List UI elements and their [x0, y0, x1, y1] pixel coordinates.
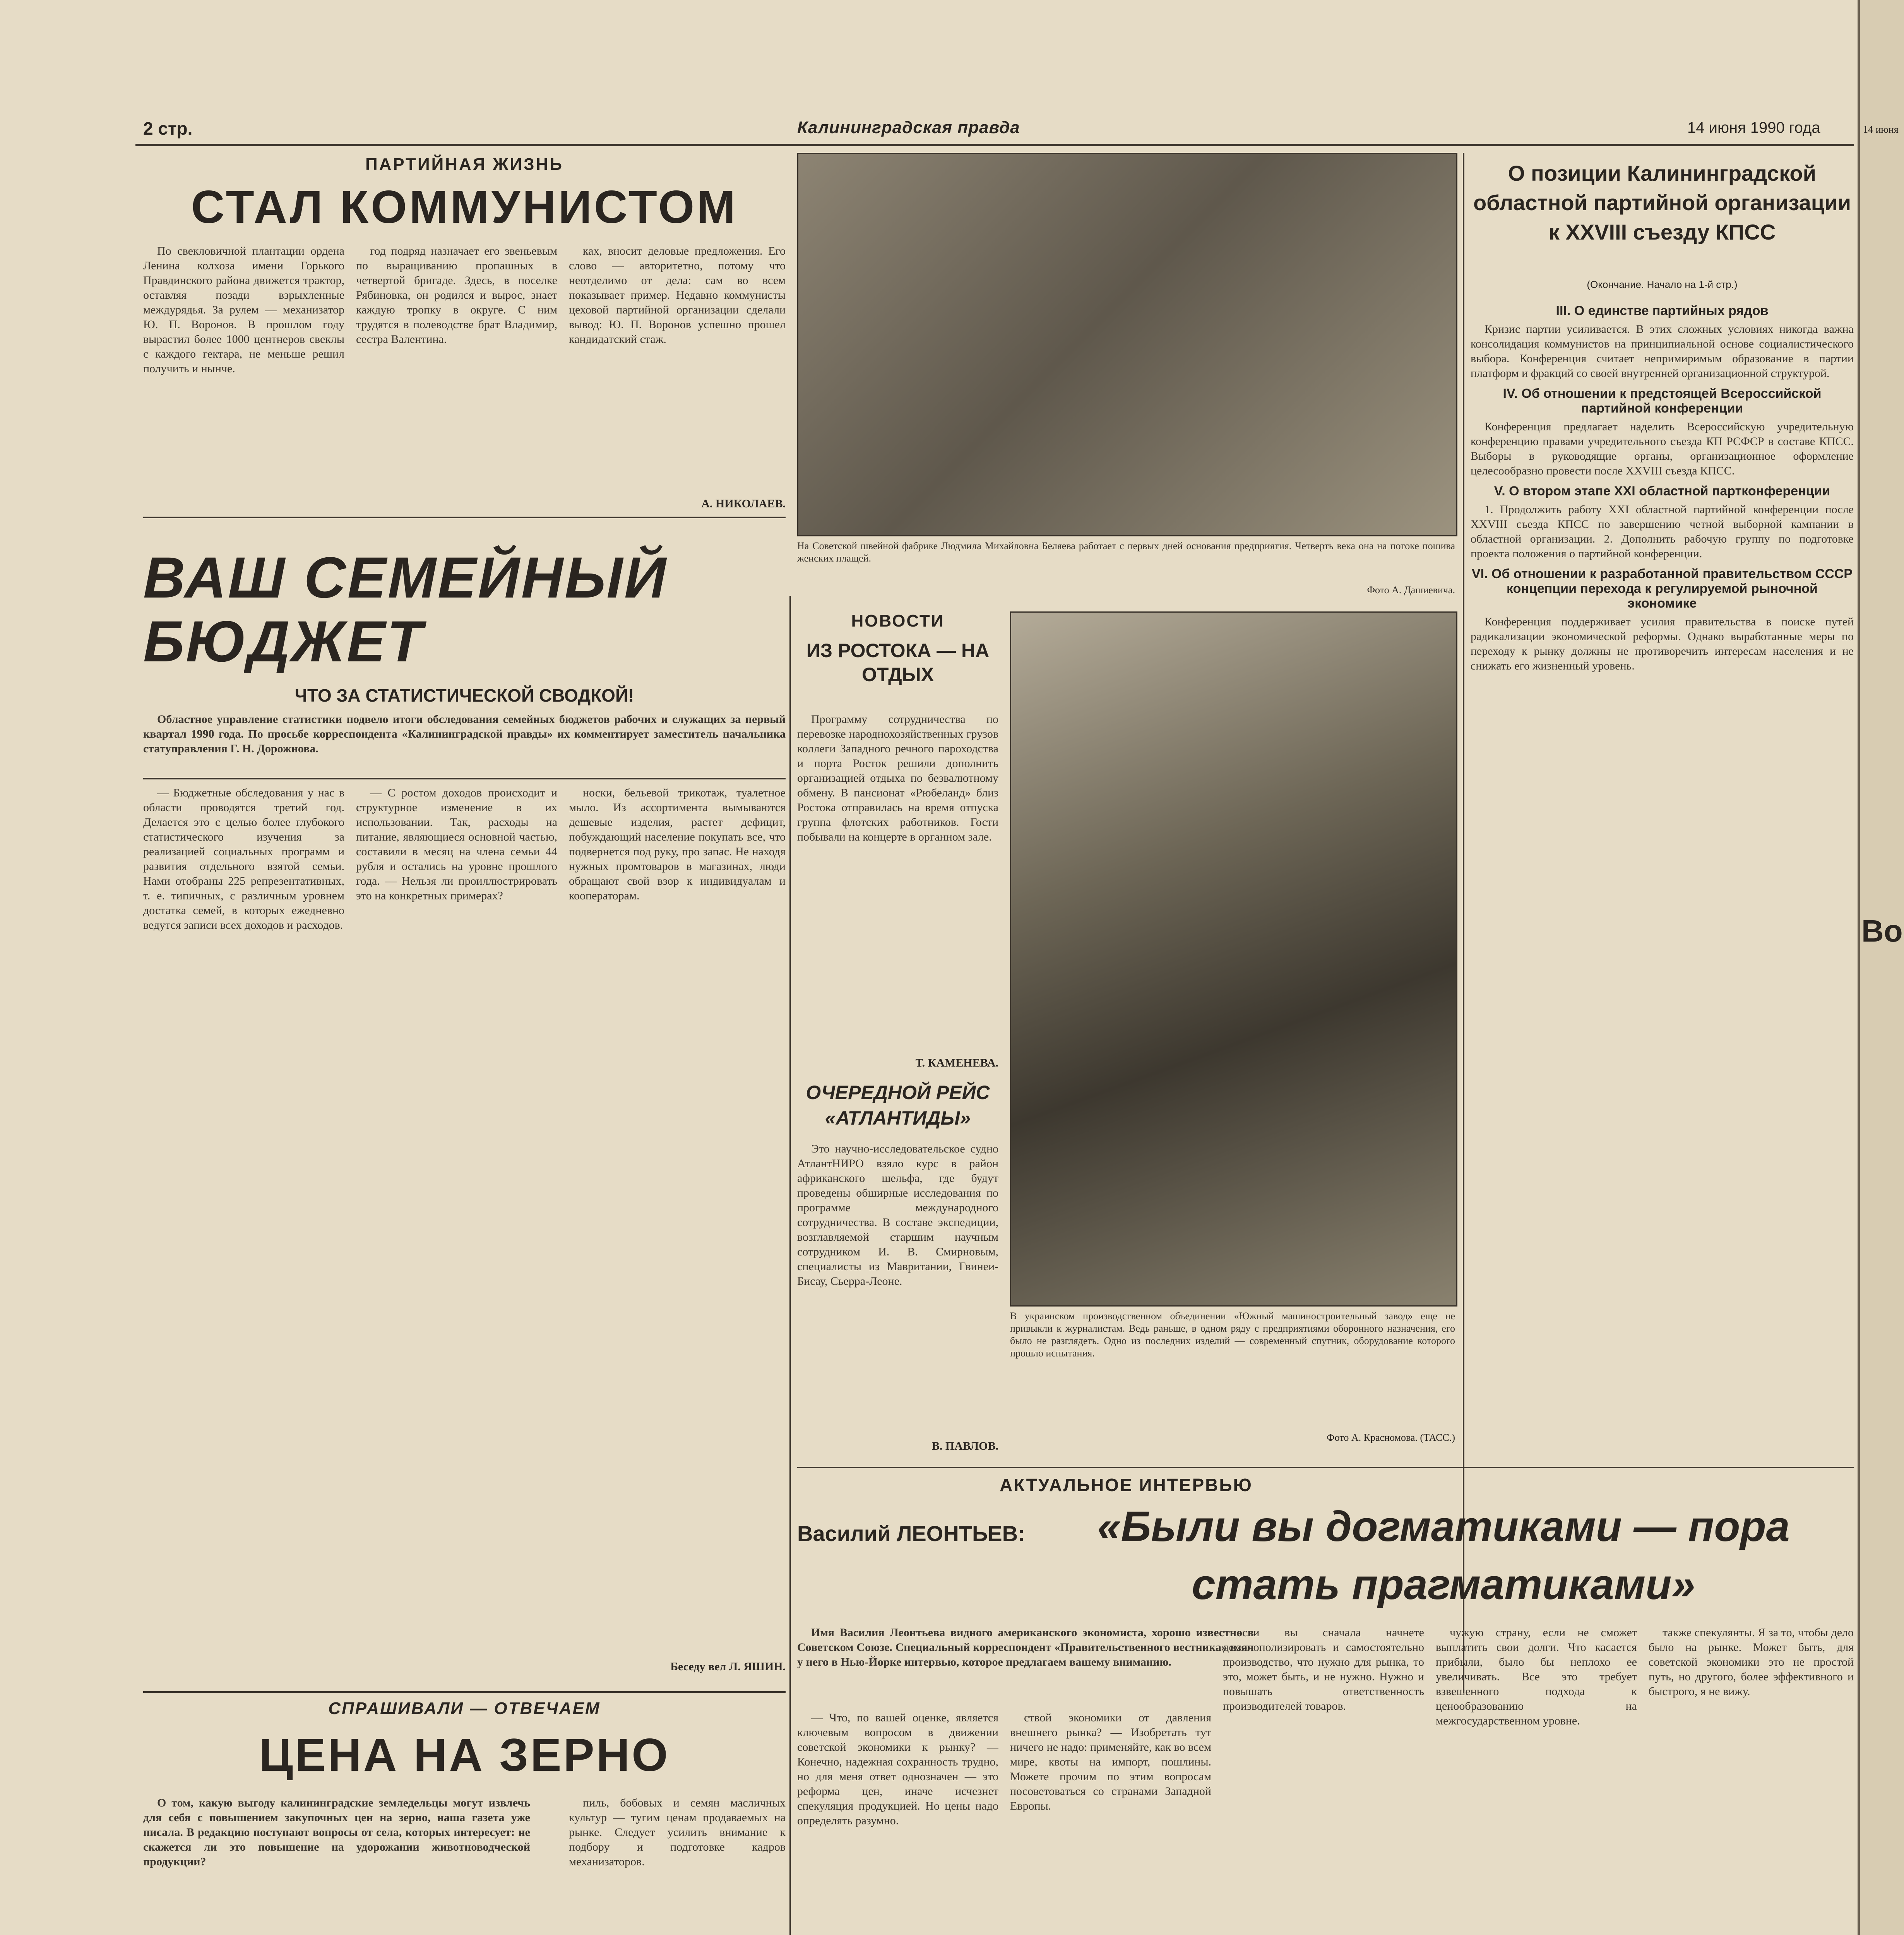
next-page-edge — [1858, 0, 1904, 1935]
communist-col-3: ках, вносит деловые предложения. Его слово — авторитетно, потому что неотделимо от дела: сам во всем показывает пример. Недавно коммунисты цеховой партийной организации сделали вывод: Ю. П. Воронов успешно прошел кандидатский стаж. — [569, 245, 786, 346]
interview-top-rule — [797, 1467, 1854, 1468]
budget-lead-rule — [143, 778, 786, 779]
photo-seamstress-credit: Фото А. Дашиевича. — [1367, 584, 1455, 596]
atlantida-text: Это научно-исследовательское судно АтлантНИРО взяло курс в район африканского шельфа, где будут проведены обширные исследования по программе международного сотрудничества. В составе экспедиции, возглавляемой старшим научным сотрудником И. В. Смирновым, специалисты из Мавритании, Гвинеи-Бисау, Сьерра-Леоне. — [797, 1142, 998, 1288]
atlantida-signature: В. ПАВЛОВ. — [931, 1440, 998, 1452]
interview-title: «Были вы догматиками — пора стать прагматиками» — [1097, 1503, 1790, 1608]
interview-col-5: также спекулянты. Я за то, чтобы дело было на рынке. Может быть, для советской экономики это не простой путь, но другого, более эффективного и быстрого, я не вижу. — [1649, 1626, 1854, 1698]
rostok-title: ИЗ РОСТОКА — НА ОТДЫХ — [806, 640, 990, 685]
communist-col-2: год подряд назначает его звеньевым по выращиванию пропашных в четвертой бригаде. Здесь, в поселке Рябиновка, он родился и вырос, знает каждую тропку в округе. С ним трудятся в полеводстве брат Владимир, сестра Валентина. — [356, 245, 557, 346]
grain-rubric: СПРАШИВАЛИ — ОТВЕЧАЕМ — [328, 1699, 601, 1718]
issue-date: 14 июня 1990 года — [1687, 119, 1820, 136]
grain-lead: О том, какую выгоду калининградские земледельцы могут извлечь для себя с повышением закупочных цен на зерно, наша газета уже писала. В редакцию поступают вопросы от села, которых интересует: не скажется ли это повышение на удорожании животноводческой продукции? — [143, 1796, 530, 1868]
atlantida-title: ОЧЕРЕДНОЙ РЕЙС «АТЛАНТИДЫ» — [806, 1082, 990, 1129]
budget-col-3: носки, бельевой трикотаж, туалетное мыло. Из ассортимента вымываются дешевые изделия, растет дефицит, побуждающий население покупать все, что подвернется под руку, про запас. Не находя нужных промтоваров в магазинах, люди обращают свой взор к индивидуалам и кооператорам. — [569, 786, 786, 902]
communist-signature: А. НИКОЛАЕВ. — [701, 497, 786, 510]
photo-seamstress-caption: На Советской швейной фабрике Людмила Михайловна Беляева работает с первых дней основания предприятия. Четверть века она на потоке пошива женских плащей. — [797, 540, 1455, 564]
photo-satellite — [1010, 611, 1457, 1307]
budget-col-2: — С ростом доходов происходит и структурное изменение в их использовании. Так, расходы на питание, являющиеся основной частью, составили в месяц на члена семьи 44 рубля и остались на уровне прошлого года. — Нельзя ли проиллюстрировать это на конкретных примерах? — [356, 786, 557, 902]
party-position-body: III. О единстве партийных рядов Кризис партии усиливается. В этих сложных условиях никогда важна консолидация коммунистов на принципиальной основе социалистического выбора. Конференция считает непримиримым образование в партии платформ и фракций со своей внутренней организационной структурой. IV. Об отношении к предстоящей Всероссийской партийной конференции Конференция предлагает наделить Всероссийскую учредительную конференцию правами учредительного съезда КП РСФСР в составе КПСС. Выборы в руководящие органы, организационное оформление целесообразно провести после XXVIII съезда КПСС. V. О втором этапе XXI областной партконференции 1. Продолжить работу XXI областной партийной конференции после XXVIII съезда КПСС по завершению четной выборной кампании в областной организации. 2. Дополнить рабочую группу по подготовке проекта положения о партийной конференции. VI. Об отношении к разработанной правительством СССР концепции перехода к регулируемой рыночной экономике Конференция поддерживает усилия правительства в поиске путей радикализации экономической реформы. Однако выработанные меры по переходу к рынку должны не противоречить интересам населения и не снижать его жизненный уровень. — [1471, 303, 1854, 672]
budget-col-1: — Бюджетные обследования у нас в области проводятся третий год. Делается это с целью более глубокого статистического изучения за реализацией социальных программ и развития отдельного взятой семьи. Нами отобраны 225 репрезентативных, т. е. типичных, с различным уровнем достатка семей, в которых ежедневно ведутся записи всех доходов и расходов. — [143, 786, 344, 932]
next-page-title-fragment: Во — [1861, 914, 1903, 948]
budget-title: ВАШ СЕМЕЙНЫЙ БЮДЖЕТ — [143, 545, 668, 674]
interview-col-3: если вы сначала начнете демонополизировать и самостоятельно производство, что нужно для рынка, то это, может быть, и не нужно. Нужно и повышать ответственность производителей товаров. — [1223, 1626, 1424, 1712]
masthead-rule — [135, 144, 1854, 146]
communist-col-1: По свекловичной плантации ордена Ленина колхоза имени Горького Правдинского района движется трактор, оставляя позади взрыхленные междурядья. За рулем — механизатор Ю. П. Воронов. В прошлом году вырастил более 1000 центнеров свеклы с каждого гектара, не меньше решил получить и нынче. — [143, 245, 344, 375]
photo-satellite-caption: В украинском производственном объединении «Южный машиностроительный завод» еще не привыкли к журналистам. Ведь раньше, в одном ряду с предприятиями оборонного назначения, его было не разглядеть. Одно из последних изделий — современный спутник, оборудование которого прошло испытания. — [1010, 1310, 1455, 1359]
budget-lead: Областное управление статистики подвело итоги обследования семейных бюджетов рабочих и служащих за первый квартал 1990 года. По просьбе корреспондента «Калининградской правды» их комментирует заместитель начальника статуправления Г. Н. Дорожнова. — [143, 713, 786, 755]
budget-bottom-rule — [143, 1691, 786, 1693]
vertical-rule-right — [1463, 153, 1464, 1693]
next-page-date: 14 июня — [1863, 124, 1899, 135]
page-number: 2 стр. — [143, 118, 193, 139]
rostok-signature: Т. КАМЕНЕВА. — [915, 1057, 998, 1069]
vertical-rule-left — [789, 596, 791, 1935]
interview-col-4: чужую страну, если не сможет выплатить свои долги. Что касается прибыли, было бы неплохо ее увеличивать. Все это требует взвешенного подхода к ценообразованию на межгосударственном уровне. — [1436, 1626, 1637, 1727]
party-position-note: (Окончание. Начало на 1-й стр.) — [1587, 279, 1738, 290]
grain-col-3: пиль, бобовых и семян масличных культур — тугим ценам продаваемых на рынке. Следует усилить внимание к подбору и подготовке кадров механизаторов. — [569, 1796, 786, 1868]
grain-title: ЦЕНА НА ЗЕРНО — [259, 1729, 670, 1781]
newspaper-name: Калининградская правда — [797, 118, 1020, 137]
rubric-party-life: ПАРТИЙНАЯ ЖИЗНЬ — [365, 155, 564, 174]
interview-col-1: — Что, по вашей оценке, является ключевым вопросом в движении советской экономики к рынку? — Конечно, надежная сохранность трудно, но для меня ответ однозначен — это реформа цен, иначе исчезнет спекуляция продукцией. Но цены надо определять разумно. — [797, 1711, 998, 1827]
budget-signature: Беседу вел Л. ЯШИН. — [670, 1660, 786, 1673]
photo-seamstress — [797, 153, 1457, 536]
interview-author: Василий ЛЕОНТЬЕВ: — [797, 1521, 1025, 1546]
communist-bottom-rule — [143, 517, 786, 518]
interview-rubric: АКТУАЛЬНОЕ ИНТЕРВЬЮ — [1000, 1475, 1253, 1495]
communist-title: СТАЛ КОММУНИСТОМ — [191, 181, 738, 233]
party-position-title: О позиции Калининградской областной партийной организации к XXVIII съезду КПСС — [1473, 161, 1851, 244]
interview-col-2: ствой экономики от давления внешнего рынка? — Изобретать тут ничего не надо: применяйте, как во всем мире, квоты на импорт, пошлины. Можете прочим по этим вопросам посоветоваться со странами Западной Европы. — [1010, 1711, 1211, 1812]
budget-subtitle: ЧТО ЗА СТАТИСТИЧЕСКОЙ СВОДКОЙ! — [295, 685, 634, 706]
rostok-rubric: НОВОСТИ — [851, 611, 945, 630]
photo-satellite-credit: Фото А. Красномова. (ТАСС.) — [1327, 1432, 1455, 1443]
rostok-text: Программу сотрудничества по перевозке народнохозяйственных грузов коллеги Западного речного пароходства и порта Росток решили дополнить организацией отдыха по безвалютному обмену. В пансионат «Рюбеланд» близ Ростока отправилась на время отпуска группа флотских работников. Гости побывали на концерте в органном зале. — [797, 713, 998, 843]
interview-lead: Имя Василия Леонтьева видного американского экономиста, хорошо известно в Советском Союзе. Специальный корреспондент «Правительственного вестника» взял у него в Нью-Йорке интервью, которое предлагаем вашему вниманию. — [797, 1626, 1254, 1668]
